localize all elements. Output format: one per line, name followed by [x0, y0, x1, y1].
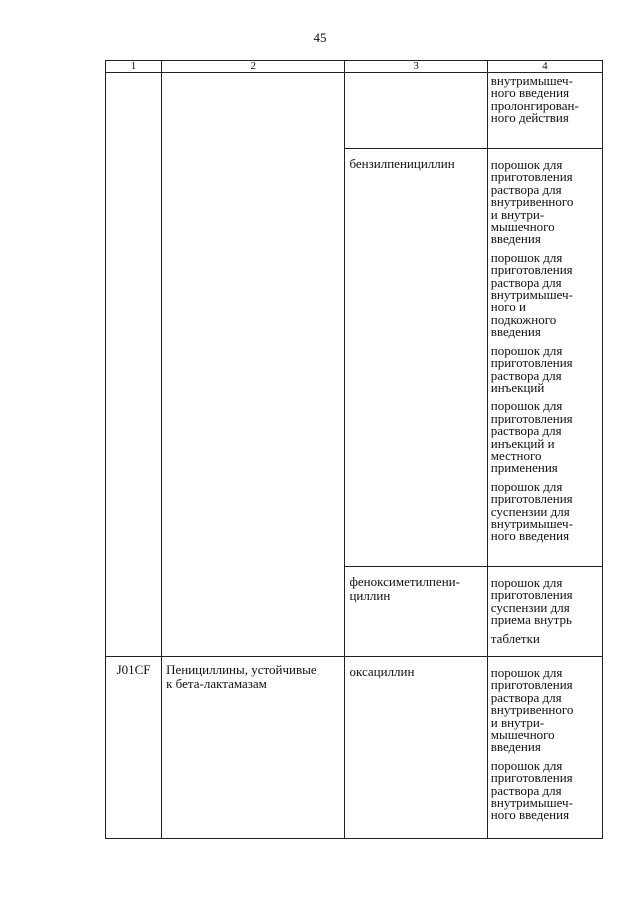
forms-cell [487, 567, 602, 657]
dosage-form: порошок для приготовления раствора для инъекций и местного применения [490, 398, 573, 476]
table-row [106, 657, 603, 839]
table-row [106, 73, 603, 149]
group-cell-empty [162, 73, 345, 657]
forms-cell [487, 73, 602, 149]
dosage-form: порошок для приготовления раствора для внутримышеч- ного и подкожного введения [490, 249, 573, 340]
dosage-form: порошок для приготовления раствора для внутривенного и внутри- мышечного введения [490, 665, 574, 755]
page-number: 45 [313, 30, 327, 45]
medication-table [105, 60, 603, 839]
dosage-form: порошок для приготовления раствора для внутривенного и внутри- мышечного введения [490, 157, 574, 247]
forms-cell [487, 149, 602, 567]
dosage-form: таблетки [490, 630, 540, 646]
forms-cell [487, 657, 602, 839]
dosage-form: порошок для приготовления суспензии для внутримышеч- ного введения [490, 478, 573, 544]
drug-name: оксациллин [345, 657, 487, 839]
drug-cell-empty [345, 73, 487, 149]
atc-code: J01CF [106, 657, 162, 839]
drug-name: феноксиметилпени- циллин [345, 567, 487, 657]
dosage-form: порошок для приготовления суспензии для приема внутрь [490, 575, 573, 628]
code-cell-empty [106, 73, 162, 657]
header-col-2: 2 [162, 61, 345, 73]
dosage-form: внутримышеч- ного введения пролонгирован- ного действия [490, 73, 579, 126]
group-name: Пенициллины, устойчивые к бета-лактамазам [162, 657, 345, 839]
dosage-form: порошок для приготовления раствора для внутримышеч- ного введения [490, 757, 573, 823]
table-header-row [106, 61, 603, 73]
drug-name: бензилпенициллин [345, 149, 487, 567]
header-col-1: 1 [106, 61, 162, 73]
dosage-form: порошок для приготовления раствора для инъекций [490, 342, 573, 395]
header-col-4: 4 [487, 61, 602, 73]
header-col-3: 3 [345, 61, 487, 73]
